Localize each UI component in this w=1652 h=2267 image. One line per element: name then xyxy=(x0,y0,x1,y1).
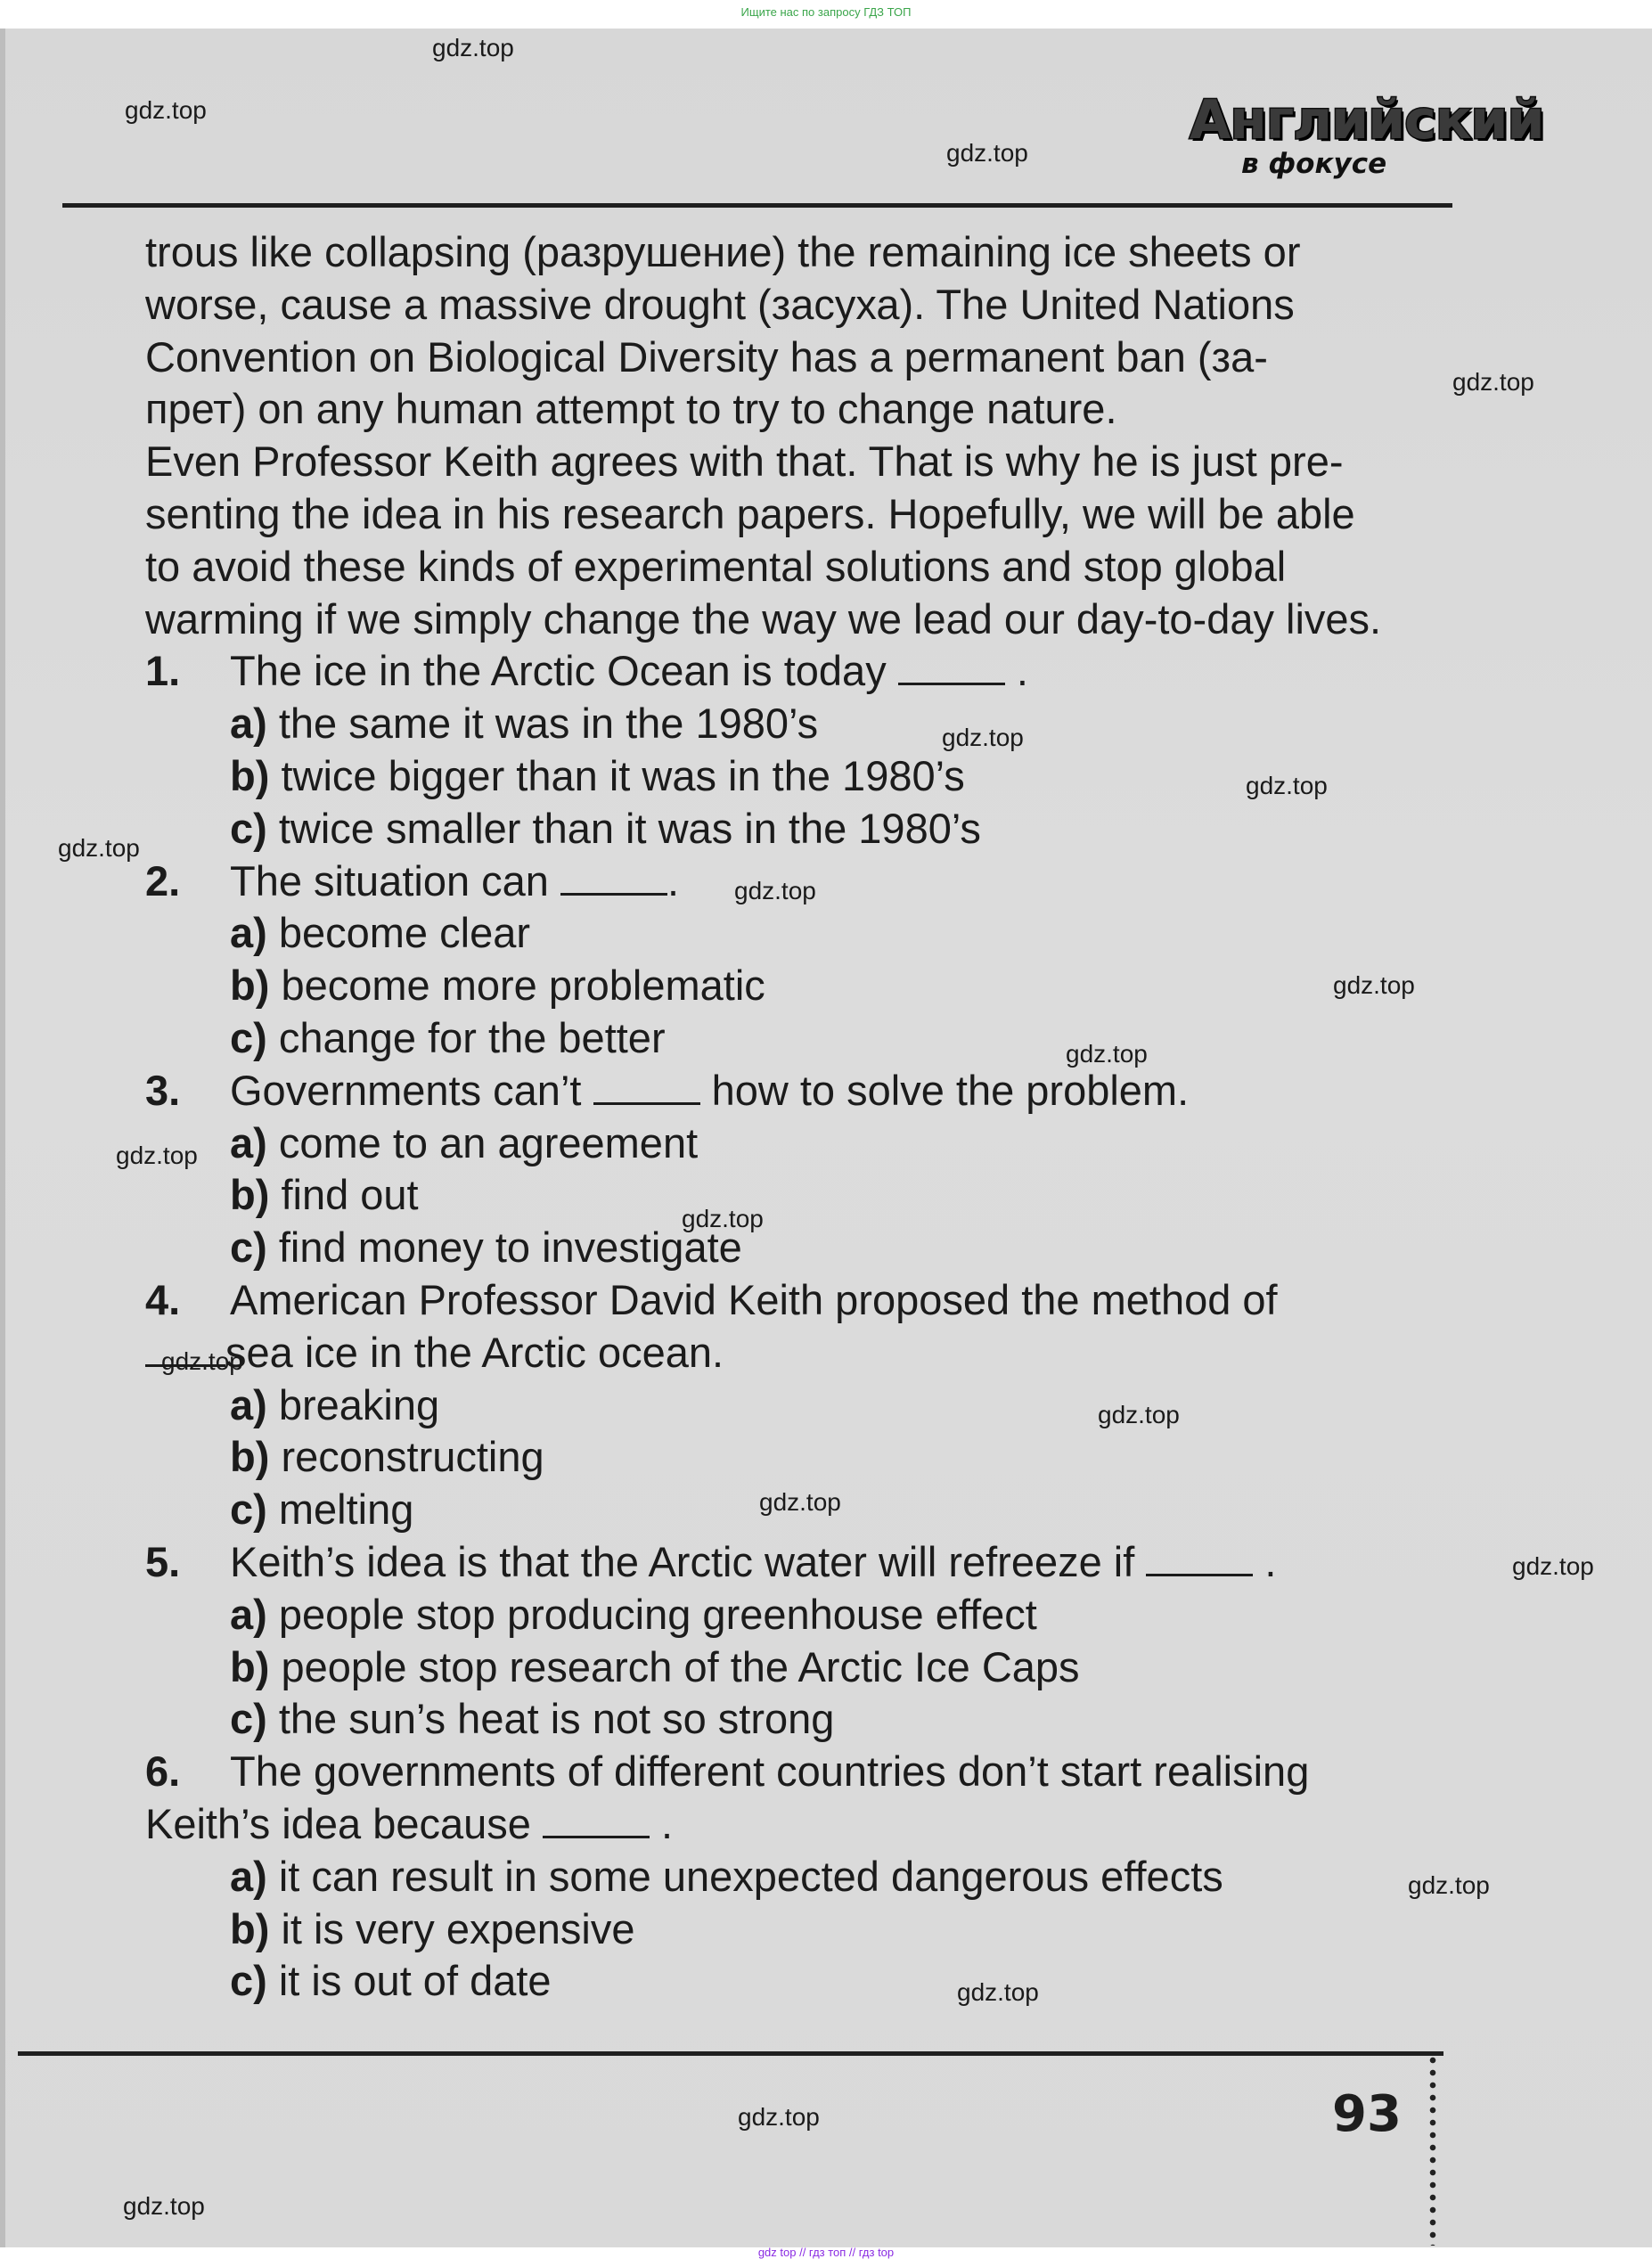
watermark: gdz.top xyxy=(1452,368,1534,396)
question-text: The situation can . xyxy=(230,856,680,904)
question-number: 4. xyxy=(145,1275,181,1323)
question-number: 5. xyxy=(145,1537,181,1585)
watermark: gdz.top xyxy=(957,1978,1039,2006)
watermark: gdz.top xyxy=(1408,1871,1490,1899)
watermark: gdz.top xyxy=(1246,772,1328,799)
question-5 xyxy=(145,1536,1460,1746)
answer-blank[interactable] xyxy=(543,1800,650,1838)
question-6 xyxy=(145,1746,1460,2008)
option-c[interactable]: c) melting xyxy=(230,1485,414,1534)
option-c[interactable]: c) it is out of date xyxy=(230,1957,552,2005)
watermark: gdz.top xyxy=(1333,971,1415,999)
watermark: gdz.top xyxy=(432,34,514,61)
logo-subtitle: в фокусе xyxy=(1241,148,1387,180)
top-banner: Ищите нас по запросу ГДЗ ТОП xyxy=(740,5,912,19)
watermark: gdz.top xyxy=(1512,1552,1594,1580)
question-text: The ice in the Arctic Ocean is today . xyxy=(230,647,1028,695)
top-rule xyxy=(62,203,1452,208)
question-text: Governments can’t how to solve the problem. xyxy=(230,1066,1190,1114)
watermark: gdz.top xyxy=(125,96,207,124)
watermark: gdz.top xyxy=(682,1205,764,1232)
paragraph-line: Convention on Biological Diversity has a permanent ban (за- xyxy=(145,332,1268,381)
option-c[interactable]: c) the sun’s heat is not so strong xyxy=(230,1695,835,1743)
watermark: gdz.top xyxy=(123,2192,205,2220)
paragraph-line: прет) on any human attempt to try to change nature. xyxy=(145,385,1117,433)
watermark: gdz.top xyxy=(116,1142,198,1169)
answer-blank[interactable] xyxy=(593,1067,700,1105)
question-text: American Professor David Keith proposed the method of xyxy=(230,1275,1278,1323)
bottom-rule xyxy=(18,2051,1443,2056)
question-text: Keith’s idea is that the Arctic water will refreeze if . xyxy=(230,1537,1277,1585)
watermark: gdz.top xyxy=(734,877,816,904)
answer-blank[interactable] xyxy=(898,647,1005,685)
page-number: 93 xyxy=(1332,2085,1402,2143)
option-a[interactable]: a) it can result in some unexpected dangerous effects xyxy=(230,1852,1223,1900)
option-a[interactable]: a) the same it was in the 1980’s xyxy=(230,700,819,748)
logo-title: Английский xyxy=(1190,89,1544,151)
option-b[interactable]: b) people stop research of the Arctic Ice Caps xyxy=(230,1642,1080,1690)
watermark: gdz.top xyxy=(942,724,1024,751)
paragraph-line: Even Professor Keith agrees with that. That is why he is just pre- xyxy=(145,438,1344,486)
watermark: gdz.top xyxy=(759,1488,841,1516)
footer-credit: gdz top // гдз топ // гдз top xyxy=(757,2246,895,2259)
question-number: 3. xyxy=(145,1066,181,1114)
watermark: gdz.top xyxy=(738,2103,820,2131)
option-a[interactable]: a) people stop producing greenhouse effect xyxy=(230,1590,1037,1638)
option-a[interactable]: a) come to an agreement xyxy=(230,1118,699,1166)
paragraph-line: senting the idea in his research papers. Hopefully, we will be able xyxy=(145,489,1355,537)
option-b[interactable]: b) find out xyxy=(230,1171,419,1219)
answer-blank[interactable] xyxy=(560,857,667,896)
option-b[interactable]: b) twice bigger than it was in the 1980’s xyxy=(230,751,965,799)
question-1 xyxy=(145,645,1460,855)
paragraph-line: worse, cause a massive drought (засуха). The United Nations xyxy=(145,280,1295,328)
watermark: gdz.top xyxy=(58,834,140,862)
paragraph-line: trous like collapsing (разрушение) the remaining ice sheets or xyxy=(145,228,1301,275)
page-content xyxy=(145,226,1460,2008)
book-logo xyxy=(1190,89,1544,187)
option-c[interactable]: c) change for the better xyxy=(230,1013,666,1061)
dotted-margin xyxy=(1428,2054,1437,2246)
watermark: gdz.top xyxy=(1098,1401,1180,1428)
question-text: The governments of different countries don’t start realising xyxy=(230,1747,1310,1796)
watermark: gdz.top xyxy=(1066,1040,1148,1068)
watermark: gdz.top xyxy=(946,139,1028,167)
question-number: 2. xyxy=(145,856,181,904)
option-b[interactable]: b) it is very expensive xyxy=(230,1904,635,1952)
option-c[interactable]: c) twice smaller than it was in the 1980’s xyxy=(230,804,981,852)
option-a[interactable]: a) breaking xyxy=(230,1380,440,1428)
answer-blank[interactable] xyxy=(1146,1538,1253,1576)
paragraph-line: to avoid these kinds of experimental solutions and stop global xyxy=(145,542,1287,590)
question-number: 6. xyxy=(145,1747,181,1796)
option-b[interactable]: b) reconstructing xyxy=(230,1433,544,1481)
question-number: 1. xyxy=(145,647,181,695)
option-a[interactable]: a) become clear xyxy=(230,909,530,957)
question-text-continued: sea ice in the Arctic ocean. xyxy=(145,1327,1460,1379)
question-3 xyxy=(145,1065,1460,1274)
option-b[interactable]: b) become more problematic xyxy=(230,962,765,1010)
question-text-continued: Keith’s idea because . xyxy=(145,1799,674,1847)
option-c[interactable]: c) find money to investigate xyxy=(230,1224,742,1272)
paragraph-line: warming if we simply change the way we lead our day-to-day lives. xyxy=(145,594,1382,642)
watermark: gdz.top xyxy=(161,1347,243,1375)
